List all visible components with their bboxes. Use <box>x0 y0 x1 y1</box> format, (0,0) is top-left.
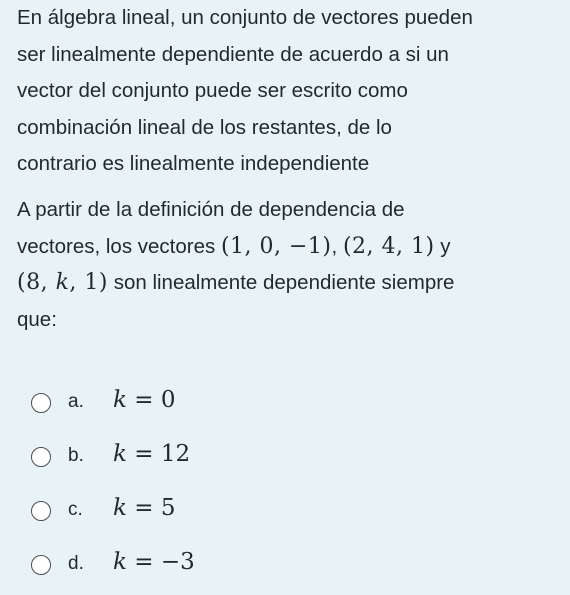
option-variable: k <box>113 441 127 467</box>
question-text-segment: y <box>434 234 451 258</box>
option-a[interactable] <box>28 378 548 426</box>
vector-3 <box>17 270 108 295</box>
question-text-segment: son linealmente dependiente siempre <box>108 271 455 294</box>
option-equation <box>113 439 190 469</box>
intro-line: ser linealmente dependiente de acuerdo a si un <box>17 42 449 66</box>
vector-2: (2, 4, 1) <box>342 233 435 259</box>
question-line: A partir de la definición de dependencia de <box>17 198 405 221</box>
question-text <box>17 192 562 338</box>
option-equation <box>113 385 175 415</box>
option-value: = 12 <box>126 441 191 467</box>
option-equation <box>113 493 175 523</box>
option-variable: k <box>113 495 127 521</box>
intro-line: vector del conjunto puede ser escrito como <box>17 79 408 102</box>
radio-button[interactable] <box>31 501 51 521</box>
question-line <box>17 229 562 266</box>
option-c[interactable] <box>28 486 548 534</box>
option-value: = 0 <box>126 387 176 413</box>
intro-line: contrario es linealmente independiente <box>17 152 370 175</box>
option-b[interactable] <box>28 432 548 480</box>
option-equation <box>113 547 195 577</box>
radio-button[interactable] <box>31 555 51 575</box>
intro-paragraph <box>17 0 562 183</box>
radio-button[interactable] <box>31 393 51 413</box>
question-line <box>17 265 562 302</box>
option-value: = −3 <box>126 549 195 575</box>
vector-3-open: (8, <box>17 270 56 295</box>
answer-options <box>28 378 548 594</box>
option-d[interactable] <box>28 540 548 588</box>
vector-3-close: , 1) <box>69 270 108 295</box>
option-letter: a. <box>68 391 84 412</box>
radio-button[interactable] <box>31 447 51 467</box>
question-text-segment: , <box>331 234 343 258</box>
vector-3-variable: k <box>55 270 70 295</box>
option-letter: c. <box>68 499 83 520</box>
option-variable: k <box>113 549 127 575</box>
option-variable: k <box>113 387 127 413</box>
intro-line: combinación lineal de los restantes, de lo <box>17 115 392 139</box>
vector-1: (1, 0, −1) <box>220 233 332 259</box>
option-value: = 5 <box>126 495 176 521</box>
option-letter: d. <box>68 553 84 574</box>
intro-line: En álgebra lineal, un conjunto de vectores pueden <box>17 6 473 29</box>
question-text-segment: vectores, los vectores <box>17 234 221 258</box>
question-line: que: <box>17 307 57 331</box>
option-letter: b. <box>68 445 84 466</box>
